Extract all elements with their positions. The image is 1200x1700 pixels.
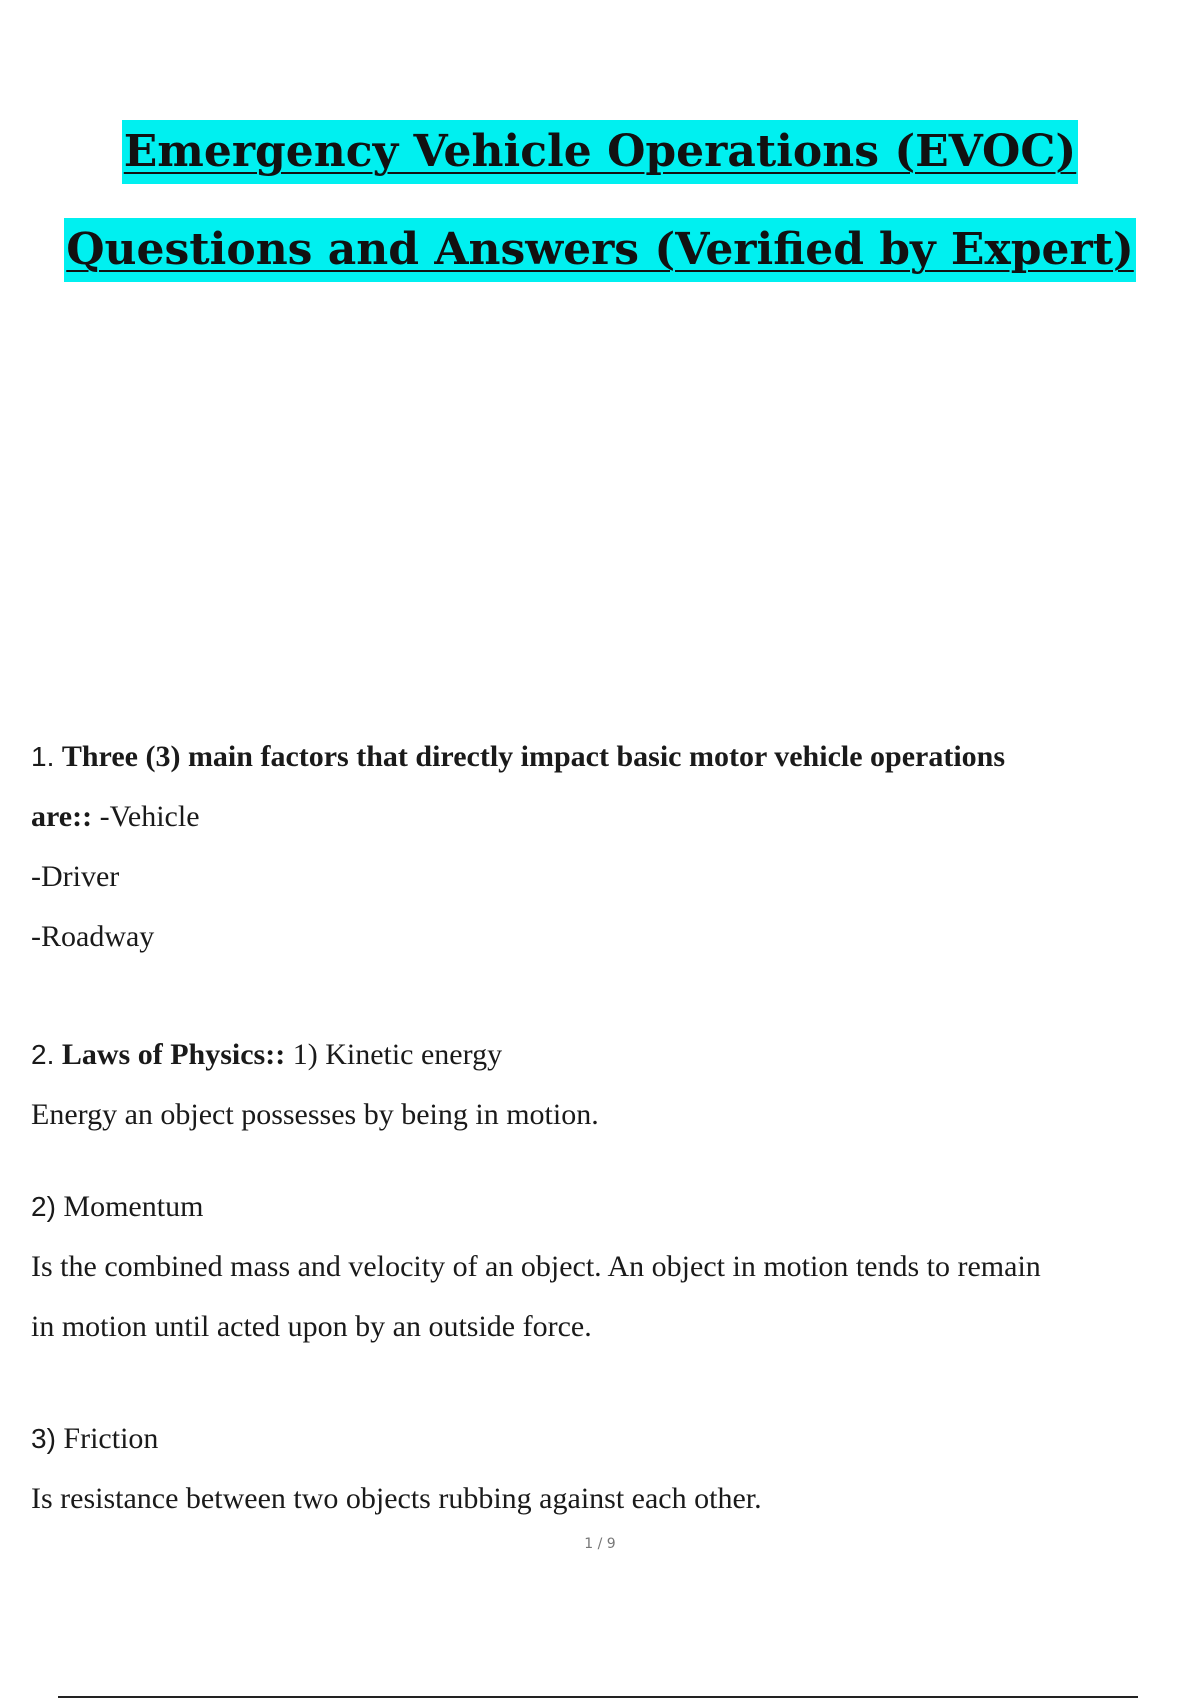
item-label: Momentum — [63, 1190, 204, 1223]
item-heading — [31, 1409, 1181, 1469]
footer-divider — [58, 1696, 1138, 1698]
item-number: 3) — [31, 1423, 56, 1454]
item-label: Friction — [63, 1422, 159, 1455]
question-text: Three (3) main factors that directly impact basic motor vehicle operations — [61, 740, 1006, 773]
question-1-line-1 — [31, 727, 1181, 787]
answer-line: -Driver — [31, 860, 120, 893]
question-text-continued: are:: — [31, 800, 93, 833]
definition-line: in motion until acted upon by an outside force. — [31, 1310, 592, 1343]
question-2-line-1 — [31, 1025, 1181, 1085]
definition-line: Is resistance between two objects rubbing against each other. — [31, 1482, 762, 1515]
question-text: Laws of Physics:: — [61, 1038, 286, 1071]
answer-text: -Vehicle — [99, 800, 200, 833]
document-title — [0, 120, 1200, 316]
question-number: 2. — [31, 1039, 55, 1070]
qa-content — [31, 727, 1181, 1529]
item-heading — [31, 1177, 1181, 1237]
definition-line: Is the combined mass and velocity of an object. An object in motion tends to remain — [31, 1250, 1041, 1283]
item-number: 2) — [31, 1191, 56, 1222]
answer-text: 1) Kinetic energy — [292, 1038, 503, 1071]
answer-line: -Roadway — [31, 920, 155, 953]
title-line-2: Questions and Answers (Verified by Expert) — [64, 218, 1136, 282]
question-number: 1. — [31, 741, 55, 772]
definition-line: Energy an object possesses by being in motion. — [31, 1098, 599, 1131]
page-number: 1 / 9 — [584, 1536, 616, 1552]
question-1-line-2 — [31, 787, 1181, 847]
question-1 — [31, 727, 1181, 967]
question-2 — [31, 1025, 1181, 1529]
title-line-1: Emergency Vehicle Operations (EVOC) — [122, 120, 1078, 184]
